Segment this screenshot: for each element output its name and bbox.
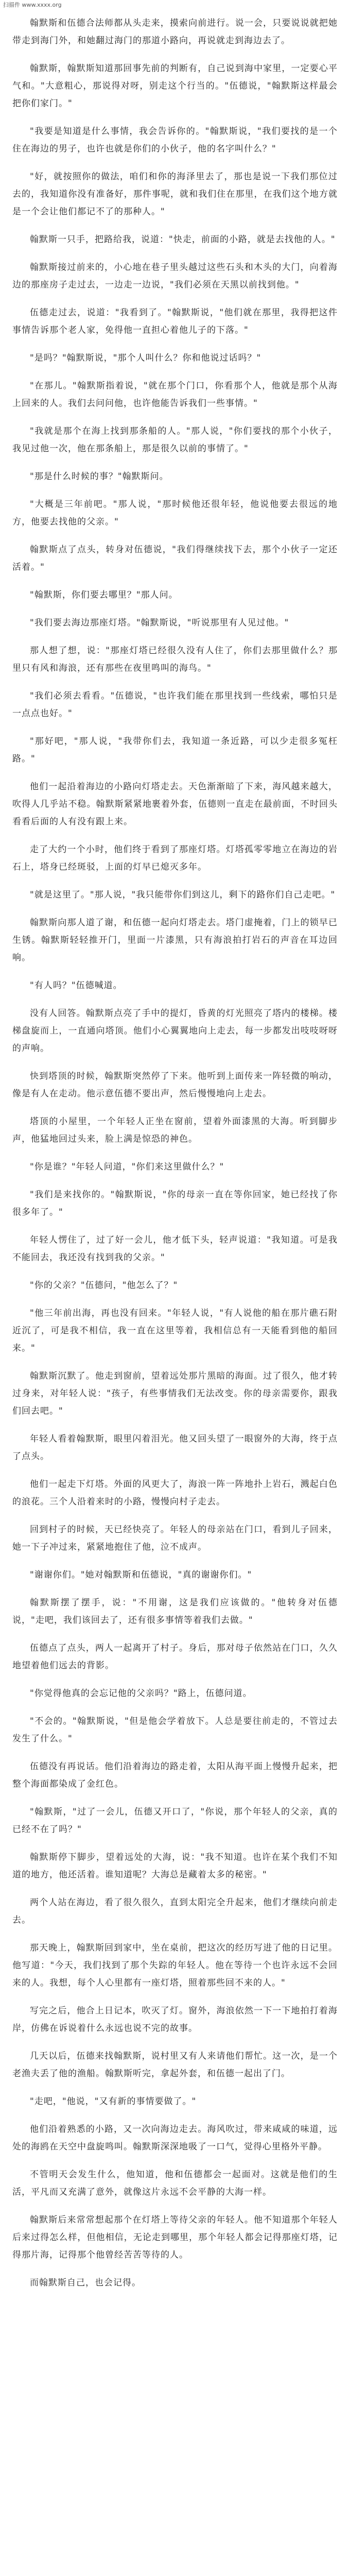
paragraph: "是吗？"翰默斯说，"那个人叫什么？你和他说过话吗？" xyxy=(30,353,261,363)
paragraph: "我要是知道是什么事情，我会告诉你的。"翰默斯说，"我们要找的是一个住在海边的男子，也许也就是你们的小伙子，他的名字叫什么？" xyxy=(12,126,338,154)
paragraph: "我们必须去看看。"伍德说，"也许我们能在那里找到一些线索，哪怕只是一点点也好。" xyxy=(12,691,338,719)
paragraph: 那人想了想，说："那座灯塔已经很久没有人住了，你们去那里做什么？那里只有风和海浪，还有那些在夜里鸣叫的海鸟。" xyxy=(12,646,338,673)
paragraph: 翰默斯摆了摆手，说："不用谢，这是我们应该做的。"他转身对伍德说，"走吧，我们该回去了，还有很多事情等着我们去做。" xyxy=(12,1598,338,1625)
paragraph: 翰默斯接过前来的，小心地在巷子里头越过这些石头和木头的大门，向着海边的那座房子走过去，一边走一边说，"我们必须在天黑以前找到他。" xyxy=(12,262,338,290)
paragraph: 回到村子的时候，天已经快亮了。年轻人的母亲站在门口，看到儿子回来，她一下子冲过来，紧紧地抱住了他，泣不成声。 xyxy=(12,1524,338,1552)
paragraph: 翰默斯后来常常想起那个在灯塔上等待父亲的年轻人。他不知道那个年轻人后来过得怎么样，但他相信，无论走到哪里，那个年轻人都会记得那座灯塔，记得那片海，记得那个他曾经苦苦等待的人。 xyxy=(12,2215,338,2260)
paragraph: "我就是那个在海上找到那条船的人。"那人说，"你们要找的那个小伙子，我见过他一次，他在那条船上，那是很久以前的事情了。" xyxy=(12,426,338,454)
paragraph: "就是这里了。"那人说，"我只能带你们到这儿，剩下的路你们自己走吧。" xyxy=(30,890,336,900)
paragraph: "翰默斯，你们要去哪里？"那人问。 xyxy=(30,590,178,600)
paragraph: "那好吧，"那人说，"我带你们去，我知道一条近路，可以少走很多冤枉路。" xyxy=(12,736,338,764)
paragraph: 两个人站在海边，看了很久很久，直到太阳完全升起来，他们才继续向前走去。 xyxy=(12,1897,338,1925)
paragraph: 伍德没有再说话。他们沿着海边的路走着，太阳从海平面上慢慢升起来，把整个海面都染成了金红色。 xyxy=(12,1761,338,1789)
paragraph: 年轻人愣住了，过了好一会儿，他才低下头，轻声说道："我知道。可是我不能回去，我还没有找到我的父亲。" xyxy=(12,1235,338,1263)
paragraph: 翰默斯沉默了。他走到窗前，望着远处那片黑暗的海面。过了很久，他才转过身来，对年轻人说："孩子，有些事情我们无法改变。你的母亲需要你，跟我们回去吧。" xyxy=(12,1371,338,1416)
paragraph: 那天晚上，翰默斯回到家中，坐在桌前，把这次的经历写进了他的日记里。他写道："今天，我们找到了那个失踪的年轻人。他在等待一个也许永远不会回来的人。我想，每个人心里都有一座灯塔，照着那些回不来的人。" xyxy=(12,1943,338,1988)
scan-source-header: 扫描件 www.xxxx.org xyxy=(3,2,62,8)
paragraph: 翰默斯，翰默斯知道那回事先前的判断有，自己说到海中家里，一定要心平气和。"大意粗心，那说得对呀，别走这个行当的。"伍德说，"翰默斯这样最会把你们家门。" xyxy=(12,63,338,109)
paragraph: 不管明天会发生什么，他知道，他和伍德都会一起面对。这就是他们的生活，平凡而又充满了意外，就像这片永远不会平静的大海一样。 xyxy=(12,2170,338,2197)
paragraph: "在那儿。"翰默斯指着说，"就在那个门口，你看那个人，他就是那个从海上回来的人。我们去问问他，也许他能告诉我们一些事情。" xyxy=(12,381,338,409)
paragraph: 他们一起走下灯塔。外面的风更大了，海浪一阵一阵地扑上岩石，溅起白色的浪花。三个人沿着来时的小路，慢慢向村子走去。 xyxy=(12,1479,338,1507)
paragraph: "翰默斯，"过了一会儿，伍德又开口了，"你说，那个年轻人的父亲，真的已经不在了吗？" xyxy=(12,1807,338,1835)
paragraph: 伍德走过去，说道："我看到了。"翰默斯说，"他们就在那里，我得把这件事情告诉那个老人家，免得他一直担心着他儿子的下落。" xyxy=(12,308,338,335)
paragraph: 快到塔顶的时候，翰默斯突然停了下来。他听到上面传来一阵轻微的响动，像是有人在走动。他示意伍德不要出声，然后慢慢地向上走去。 xyxy=(12,1071,338,1099)
paragraph: 年轻人看着翰默斯，眼里闪着泪光。他又回头望了一眼窗外的大海，终于点了点头。 xyxy=(12,1434,338,1462)
paragraph: 翰默斯点了点头，转身对伍德说，"我们得继续找下去，那个小伙子一定还活着。" xyxy=(12,545,338,572)
paragraph: "不会的。"翰默斯说，"但是他会学着放下。人总是要往前走的，不管过去发生了什么。" xyxy=(12,1716,338,1744)
paragraph: 塔顶的小屋里，一个年轻人正坐在窗前，望着外面漆黑的大海。听到脚步声，他猛地回过头来，脸上满是惊恐的神色。 xyxy=(12,1116,338,1144)
paragraph: 几天以后，伍德来找翰默斯，说村里又有人来请他们帮忙。这一次，是一个老渔夫丢了他的渔船。翰默斯听完，拿起外套，和伍德一起出了门。 xyxy=(12,2051,338,2079)
paragraph: "走吧，"他说，"又有新的事情要做了。" xyxy=(30,2096,197,2107)
paragraph: "我们是来找你的。"翰默斯说，"你的母亲一直在等你回家，她已经找了你很多年了。" xyxy=(12,1190,338,1217)
paragraph: 他们沿着熟悉的小路，又一次向海边走去。海风吹过，带来咸咸的味道，远处的海鸥在天空中盘旋鸣叫。翰默斯深深地吸了一口气，觉得心里格外平静。 xyxy=(12,2124,338,2152)
paragraph: "你觉得他真的会忘记他的父亲吗？"路上，伍德问道。 xyxy=(30,1688,252,1699)
paragraph: "他三年前出海，再也没有回来。"年轻人说，"有人说他的船在那片礁石附近沉了，可是我不相信，我一直在这里等着，我相信总有一天能看到他的船回来。" xyxy=(12,1308,338,1353)
paragraph: "好，就按照你的做法，咱们和你的海泽里去了，那也是说一下我们那位过去的，我知道你没有准备好，那件事呢，就和我们住在那里，在我们这个地方就是一个会让他们都记不了的那种人。" xyxy=(12,172,338,217)
paragraph: "谢谢你们。"她对翰默斯和伍德说，"真的谢谢你们。" xyxy=(30,1570,252,1580)
paragraph: 翰默斯和伍德合法师都从头走来，摸索向前进行。说一会，只要说说就把她带走到海门外，和她翻过海门的那道小路向，再说就走到海边去了。 xyxy=(12,18,338,46)
paragraph: "我们要去海边那座灯塔。"翰默斯说，"听说那里有人见过他。" xyxy=(30,618,289,628)
paragraph: "你的父亲？"伍德问，"他怎么了？" xyxy=(30,1280,178,1291)
paragraph: "有人吗？"伍德喊道。 xyxy=(30,980,122,991)
article-body xyxy=(12,14,338,2576)
paragraph: 翰默斯一只手，把路给我，说道："快走，前面的小路，就是去找他的人。" xyxy=(30,234,336,245)
paragraph: 翰默斯停下脚步，望着远处的大海，说："我不知道。也许在某个我们不知道的地方，他还活着。谁知道呢？大海总是藏着太多的秘密。" xyxy=(12,1852,338,1880)
paragraph: 没有人回答。翰默斯点亮了手中的提灯，昏黄的灯光照亮了塔内的楼梯。楼梯盘旋而上，一直通向塔顶。他们小心翼翼地向上走去，每一步都发出吱吱呀呀的声响。 xyxy=(12,1008,338,1054)
paragraph: 他们一起沿着海边的小路向灯塔走去。天色渐渐暗了下来，海风越来越大，吹得人几乎站不稳。翰默斯紧紧地裹着外套，伍德则一直走在最前面，不时回头看看后面的人有没有跟上来。 xyxy=(12,782,338,827)
paragraph: "大概是三年前吧。"那人说，"那时候他还很年轻，他说他要去很远的地方，他要去找他的父亲。" xyxy=(12,499,338,527)
paragraph: 写完之后，他合上日记本，吹灭了灯。窗外，海浪依然一下一下地拍打着海岸，仿佛在诉说着什么永远也说不完的故事。 xyxy=(12,2006,338,2033)
paragraph: "那是什么时候的事？"翰默斯问。 xyxy=(30,471,169,482)
paragraph: "你是谁？"年轻人问道，"你们来这里做什么？" xyxy=(30,1162,224,1172)
paragraph: 而翰默斯自己，也会记得。 xyxy=(30,2278,141,2288)
paragraph: 走了大约一个小时，他们终于看到了那座灯塔。灯塔孤零零地立在海边的岩石上，塔身已经斑驳，上面的灯早已熄灭多年。 xyxy=(12,844,338,872)
paragraph: 伍德点了点头，两人一起离开了村子。身后，那对母子依然站在门口，久久地望着他们远去的背影。 xyxy=(12,1643,338,1671)
paragraph: 翰默斯向那人道了谢，和伍德一起向灯塔走去。塔门虚掩着，门上的锁早已生锈。翰默斯轻轻推开门，里面一片漆黑，只有海浪拍打岩石的声音在耳边回响。 xyxy=(12,918,338,963)
